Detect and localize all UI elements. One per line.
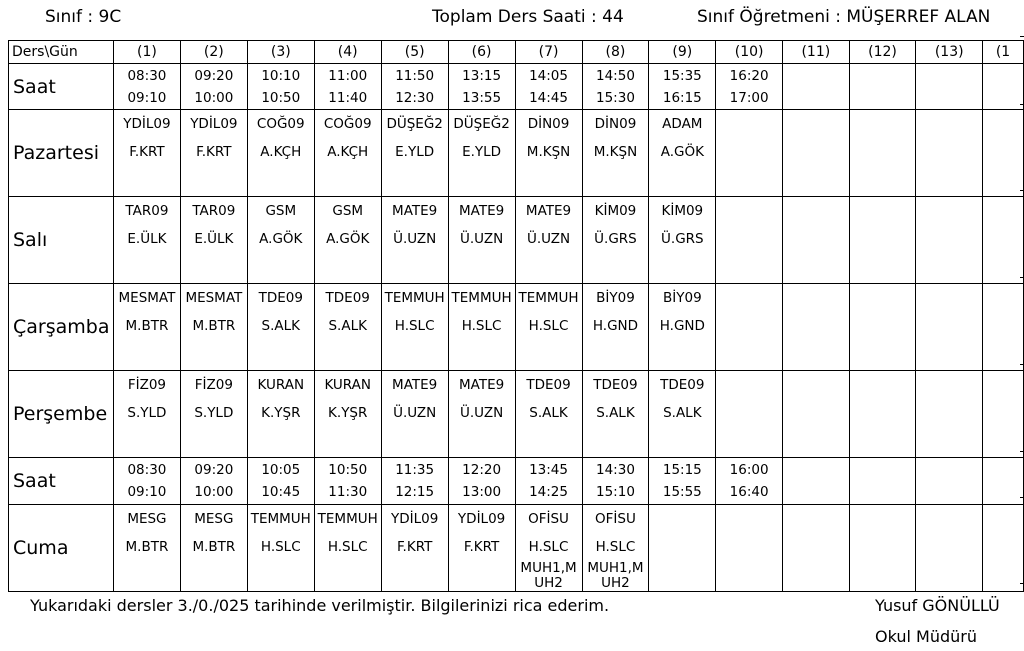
lesson-cell [582, 110, 649, 197]
cell-line: 12:20 [462, 462, 502, 478]
time-cell [247, 458, 314, 505]
cell-line: DİN09 [527, 116, 570, 132]
column-header: (6) [448, 41, 515, 64]
cell-line: 09:10 [127, 89, 167, 106]
cell-line: 10:10 [261, 67, 301, 84]
cell-line: F.KRT [396, 539, 433, 555]
column-header: (11) [783, 41, 850, 64]
lesson-cell [716, 505, 783, 592]
cell-line: S.YLD [194, 405, 234, 421]
cell-line: 09:10 [127, 484, 167, 500]
lesson-cell [783, 110, 850, 197]
header-row [9, 41, 1024, 64]
lesson-cell [515, 505, 582, 592]
cell-line: F.KRT [463, 539, 500, 555]
time-label: Saat [9, 458, 114, 505]
cell-line: S.ALK [529, 405, 568, 421]
lesson-cell [716, 197, 783, 284]
lesson-cell [582, 284, 649, 371]
lesson-cell [448, 284, 515, 371]
cell-line: KURAN [324, 377, 371, 393]
cell-line: TEMMUH [451, 290, 512, 306]
cell-line: 10:50 [261, 89, 301, 106]
lesson-cell [783, 197, 850, 284]
cell-line: MATE9 [392, 203, 438, 219]
cell-line: 14:30 [596, 462, 635, 478]
day-row [9, 371, 1024, 458]
cell-line: 16:40 [729, 484, 769, 500]
lesson-cell [247, 505, 314, 592]
time-cell [783, 458, 850, 505]
day-row [9, 197, 1024, 284]
edge-tick [1020, 190, 1024, 191]
cell-line: M.BTR [192, 539, 236, 555]
lesson-cell [180, 197, 247, 284]
time-cell [448, 64, 515, 110]
total-hours-label: Toplam Ders Saati : 44 [432, 7, 624, 27]
time-cell [180, 64, 247, 110]
cell-line: E.ÜLK [127, 231, 167, 247]
time-cell [849, 458, 916, 505]
time-cell [649, 458, 716, 505]
lesson-cell [983, 110, 1024, 197]
cell-line: BİY09 [662, 290, 702, 306]
cell-line: 10:05 [261, 462, 301, 478]
cell-line: YDİL09 [190, 116, 238, 132]
lesson-cell [448, 197, 515, 284]
lesson-cell [180, 110, 247, 197]
cell-line: 13:55 [462, 89, 502, 106]
cell-line: S.ALK [596, 405, 635, 421]
lesson-cell [314, 505, 381, 592]
cell-line: TDE09 [593, 377, 638, 393]
cell-line: MATE9 [392, 377, 438, 393]
lesson-cell [314, 110, 381, 197]
cell-line: Ü.UZN [393, 405, 437, 421]
cell-line: A.KÇH [260, 144, 302, 160]
column-header: (12) [849, 41, 916, 64]
cell-line: DÜŞEĞ2 [453, 116, 510, 132]
time-cell [448, 458, 515, 505]
lesson-cell [849, 197, 916, 284]
cell-line: OFİSU [528, 511, 569, 527]
cell-line: BİY09 [596, 290, 635, 306]
cell-line: H.SLC [461, 318, 502, 334]
cell-line: COĞ09 [256, 116, 305, 132]
time-cell [180, 458, 247, 505]
time-cell [113, 64, 180, 110]
column-header: (1 [983, 41, 1024, 64]
lesson-cell [381, 284, 448, 371]
cell-line: 10:00 [194, 89, 234, 106]
column-header: (9) [649, 41, 716, 64]
cell-line: M.BTR [125, 318, 169, 334]
cell-line: A.KÇH [327, 144, 369, 160]
lesson-cell [983, 284, 1024, 371]
cell-line: YDİL09 [457, 511, 506, 527]
cell-line: COĞ09 [323, 116, 372, 132]
cell-line: 14:05 [529, 67, 568, 84]
edge-tick [1020, 451, 1024, 452]
cell-line: 09:20 [194, 67, 234, 84]
lesson-cell [113, 197, 180, 284]
cell-line: FİZ09 [194, 377, 233, 393]
cell-line: 11:00 [328, 67, 368, 84]
cell-line: S.YLD [127, 405, 167, 421]
lesson-cell [381, 197, 448, 284]
day-label: Pazartesi [9, 110, 114, 197]
time-cell [649, 64, 716, 110]
lesson-cell [916, 110, 983, 197]
column-header: (10) [716, 41, 783, 64]
cell-line: 11:35 [395, 462, 435, 478]
principal-name: Yusuf GÖNÜLLÜ [875, 596, 1000, 615]
principal-title: Okul Müdürü [875, 627, 977, 646]
cell-line: UH2 [601, 575, 630, 591]
cell-line: KİM09 [594, 203, 637, 219]
lesson-cell [916, 505, 983, 592]
column-header: (3) [247, 41, 314, 64]
cell-line: YDİL09 [123, 116, 171, 132]
cell-line: MUH1,M [587, 560, 644, 576]
cell-line: KİM09 [661, 203, 704, 219]
cell-line: Ü.UZN [460, 231, 504, 247]
cell-line: 15:35 [662, 67, 702, 84]
edge-tick [1020, 583, 1024, 584]
cell-line: S.ALK [328, 318, 367, 334]
column-header: (4) [314, 41, 381, 64]
lesson-cell [582, 505, 649, 592]
cell-line: M.BTR [125, 539, 169, 555]
cell-line: 15:55 [662, 484, 702, 500]
column-header: (7) [515, 41, 582, 64]
footer-note: Yukarıdaki dersler 3./0./025 tarihinde verilmiştir. Bilgilerinizi rica ederim. [30, 596, 610, 615]
cell-line: 13:00 [462, 484, 502, 500]
time-label: Saat [9, 64, 114, 110]
lesson-cell [515, 110, 582, 197]
day-row [9, 110, 1024, 197]
cell-line: 14:45 [529, 89, 568, 106]
cell-line: DÜŞEĞ2 [386, 116, 443, 132]
day-label: Perşembe [9, 371, 114, 458]
cell-line: 14:50 [596, 67, 635, 84]
cell-line: MESMAT [185, 290, 243, 306]
column-header: (5) [381, 41, 448, 64]
lesson-cell [916, 371, 983, 458]
column-header: (2) [180, 41, 247, 64]
lesson-cell [247, 197, 314, 284]
cell-line: MESG [127, 511, 167, 527]
day-label: Çarşamba [9, 284, 114, 371]
cell-line: 11:30 [328, 484, 368, 500]
cell-line: Ü.UZN [526, 231, 571, 247]
lesson-cell [448, 110, 515, 197]
edge-tick [1020, 36, 1024, 37]
time-cell [783, 64, 850, 110]
cell-line: 16:20 [729, 67, 769, 84]
day-row [9, 284, 1024, 371]
column-header: (1) [113, 41, 180, 64]
lesson-cell [247, 371, 314, 458]
time-cell [381, 64, 448, 110]
lesson-cell [180, 505, 247, 592]
time-cell [314, 458, 381, 505]
lesson-cell [515, 371, 582, 458]
cell-line: E.YLD [395, 144, 435, 160]
cell-line: 13:45 [529, 462, 568, 478]
lesson-cell [649, 197, 716, 284]
lesson-cell [113, 110, 180, 197]
lesson-cell [783, 371, 850, 458]
lesson-cell [515, 197, 582, 284]
cell-line: TEMMUH [250, 511, 311, 527]
cell-line: MATE9 [458, 203, 505, 219]
time-cell [983, 458, 1024, 505]
cell-line: MUH1,M [520, 560, 577, 576]
lesson-cell [649, 284, 716, 371]
time-cell [916, 458, 983, 505]
cell-line: TAR09 [125, 203, 169, 219]
cell-line: TEMMUH [518, 290, 579, 306]
corner-cell: Ders\Gün [9, 41, 114, 64]
class-teacher-label: Sınıf Öğretmeni : MÜŞERREF ALAN [697, 7, 991, 27]
cell-line: UH2 [534, 575, 563, 591]
cell-line: 10:50 [328, 462, 368, 478]
lesson-cell [515, 284, 582, 371]
lesson-cell [849, 110, 916, 197]
class-label: Sınıf : 9C [45, 7, 122, 27]
time-cell [515, 458, 582, 505]
cell-line: MESMAT [118, 290, 176, 306]
day-row [9, 505, 1024, 592]
time-cell [716, 458, 783, 505]
lesson-cell [448, 371, 515, 458]
lesson-cell [649, 505, 716, 592]
lesson-cell [849, 284, 916, 371]
lesson-cell [783, 284, 850, 371]
cell-line: S.ALK [663, 405, 702, 421]
cell-line: TAR09 [192, 203, 236, 219]
cell-line: MESG [194, 511, 234, 527]
lesson-cell [916, 197, 983, 284]
time-cell [314, 64, 381, 110]
cell-line: H.GND [659, 318, 705, 334]
cell-line: FİZ09 [127, 377, 167, 393]
cell-line: 11:40 [328, 89, 368, 106]
cell-line: 15:10 [596, 484, 635, 500]
lesson-cell [716, 284, 783, 371]
time-row [9, 458, 1024, 505]
cell-line: 16:15 [662, 89, 702, 106]
cell-line: OFİSU [595, 511, 636, 527]
lesson-cell [113, 371, 180, 458]
time-cell [247, 64, 314, 110]
cell-line: H.SLC [528, 539, 569, 555]
cell-line: TDE09 [325, 290, 370, 306]
lesson-cell [582, 371, 649, 458]
cell-line: A.GÖK [259, 231, 303, 247]
lesson-cell [180, 284, 247, 371]
cell-line: Ü.UZN [393, 231, 437, 247]
lesson-cell [381, 505, 448, 592]
edge-tick [1020, 277, 1024, 278]
cell-line: 12:15 [395, 484, 435, 500]
cell-line: MATE9 [458, 377, 505, 393]
lesson-cell [716, 371, 783, 458]
lesson-cell [113, 505, 180, 592]
cell-line: 08:30 [127, 462, 167, 478]
cell-line: 10:45 [261, 484, 301, 500]
time-cell [916, 64, 983, 110]
cell-line: YDİL09 [390, 511, 439, 527]
cell-line: 17:00 [729, 89, 769, 106]
day-label: Salı [9, 197, 114, 284]
cell-line: 11:50 [395, 67, 435, 84]
cell-line: H.SLC [260, 539, 301, 555]
cell-line: A.GÖK [660, 144, 704, 160]
cell-line: TDE09 [526, 377, 571, 393]
lesson-cell [314, 371, 381, 458]
lesson-cell [783, 505, 850, 592]
lesson-cell [849, 505, 916, 592]
cell-line: ADAM [662, 116, 703, 132]
lesson-cell [916, 284, 983, 371]
cell-line: Ü.UZN [460, 405, 504, 421]
time-cell [716, 64, 783, 110]
lesson-cell [983, 371, 1024, 458]
cell-line: KURAN [257, 377, 305, 393]
cell-line: H.GND [592, 318, 639, 334]
lesson-cell [113, 284, 180, 371]
time-cell [983, 64, 1024, 110]
cell-line: 13:15 [462, 67, 502, 84]
lesson-cell [983, 505, 1024, 592]
cell-line: 10:00 [194, 484, 234, 500]
time-cell [381, 458, 448, 505]
lesson-cell [247, 110, 314, 197]
cell-line: H.SLC [394, 318, 435, 334]
cell-line: E.YLD [462, 144, 502, 160]
cell-line: 12:30 [395, 89, 435, 106]
cell-line: DİN09 [594, 116, 637, 132]
cell-line: M.KŞN [526, 144, 571, 160]
lesson-cell [381, 110, 448, 197]
cell-line: TEMMUH [384, 290, 445, 306]
time-cell [515, 64, 582, 110]
cell-line: K.YŞR [328, 405, 368, 421]
cell-line: M.KŞN [593, 144, 638, 160]
lesson-cell [448, 505, 515, 592]
time-cell [582, 64, 649, 110]
cell-line: H.SLC [595, 539, 636, 555]
cell-line: S.ALK [261, 318, 301, 334]
cell-line: TDE09 [660, 377, 705, 393]
cell-line: 15:30 [596, 89, 635, 106]
cell-line: E.ÜLK [194, 231, 234, 247]
cell-line: TDE09 [258, 290, 303, 306]
lesson-cell [716, 110, 783, 197]
lesson-cell [983, 197, 1024, 284]
cell-line: F.KRT [196, 144, 232, 160]
time-cell [582, 458, 649, 505]
time-cell [849, 64, 916, 110]
cell-line: 08:30 [127, 67, 167, 84]
cell-line: 09:20 [194, 462, 234, 478]
cell-line: GSM [332, 203, 364, 219]
edge-tick [1020, 364, 1024, 365]
cell-line: 14:25 [529, 484, 568, 500]
cell-line: K.YŞR [261, 405, 301, 421]
timetable [8, 40, 1024, 592]
cell-line: H.SLC [528, 318, 569, 334]
lesson-cell [582, 197, 649, 284]
edge-tick [1020, 104, 1024, 105]
cell-line: GSM [265, 203, 297, 219]
cell-line: Ü.GRS [594, 231, 637, 247]
cell-line: F.KRT [129, 144, 165, 160]
cell-line: H.SLC [327, 539, 368, 555]
cell-line: M.BTR [192, 318, 236, 334]
lesson-cell [649, 110, 716, 197]
cell-line: TEMMUH [317, 511, 378, 527]
time-row [9, 64, 1024, 110]
lesson-cell [849, 371, 916, 458]
cell-line: A.GÖK [326, 231, 370, 247]
column-header: (13) [916, 41, 983, 64]
lesson-cell [649, 371, 716, 458]
day-label: Cuma [9, 505, 114, 592]
lesson-cell [314, 284, 381, 371]
cell-line: MATE9 [525, 203, 572, 219]
cell-line: Ü.GRS [661, 231, 704, 247]
lesson-cell [381, 371, 448, 458]
column-header: (8) [582, 41, 649, 64]
cell-line: 15:15 [662, 462, 702, 478]
cell-line: 16:00 [729, 462, 769, 478]
lesson-cell [314, 197, 381, 284]
lesson-cell [247, 284, 314, 371]
lesson-cell [180, 371, 247, 458]
edge-tick [1020, 497, 1024, 498]
time-cell [113, 458, 180, 505]
